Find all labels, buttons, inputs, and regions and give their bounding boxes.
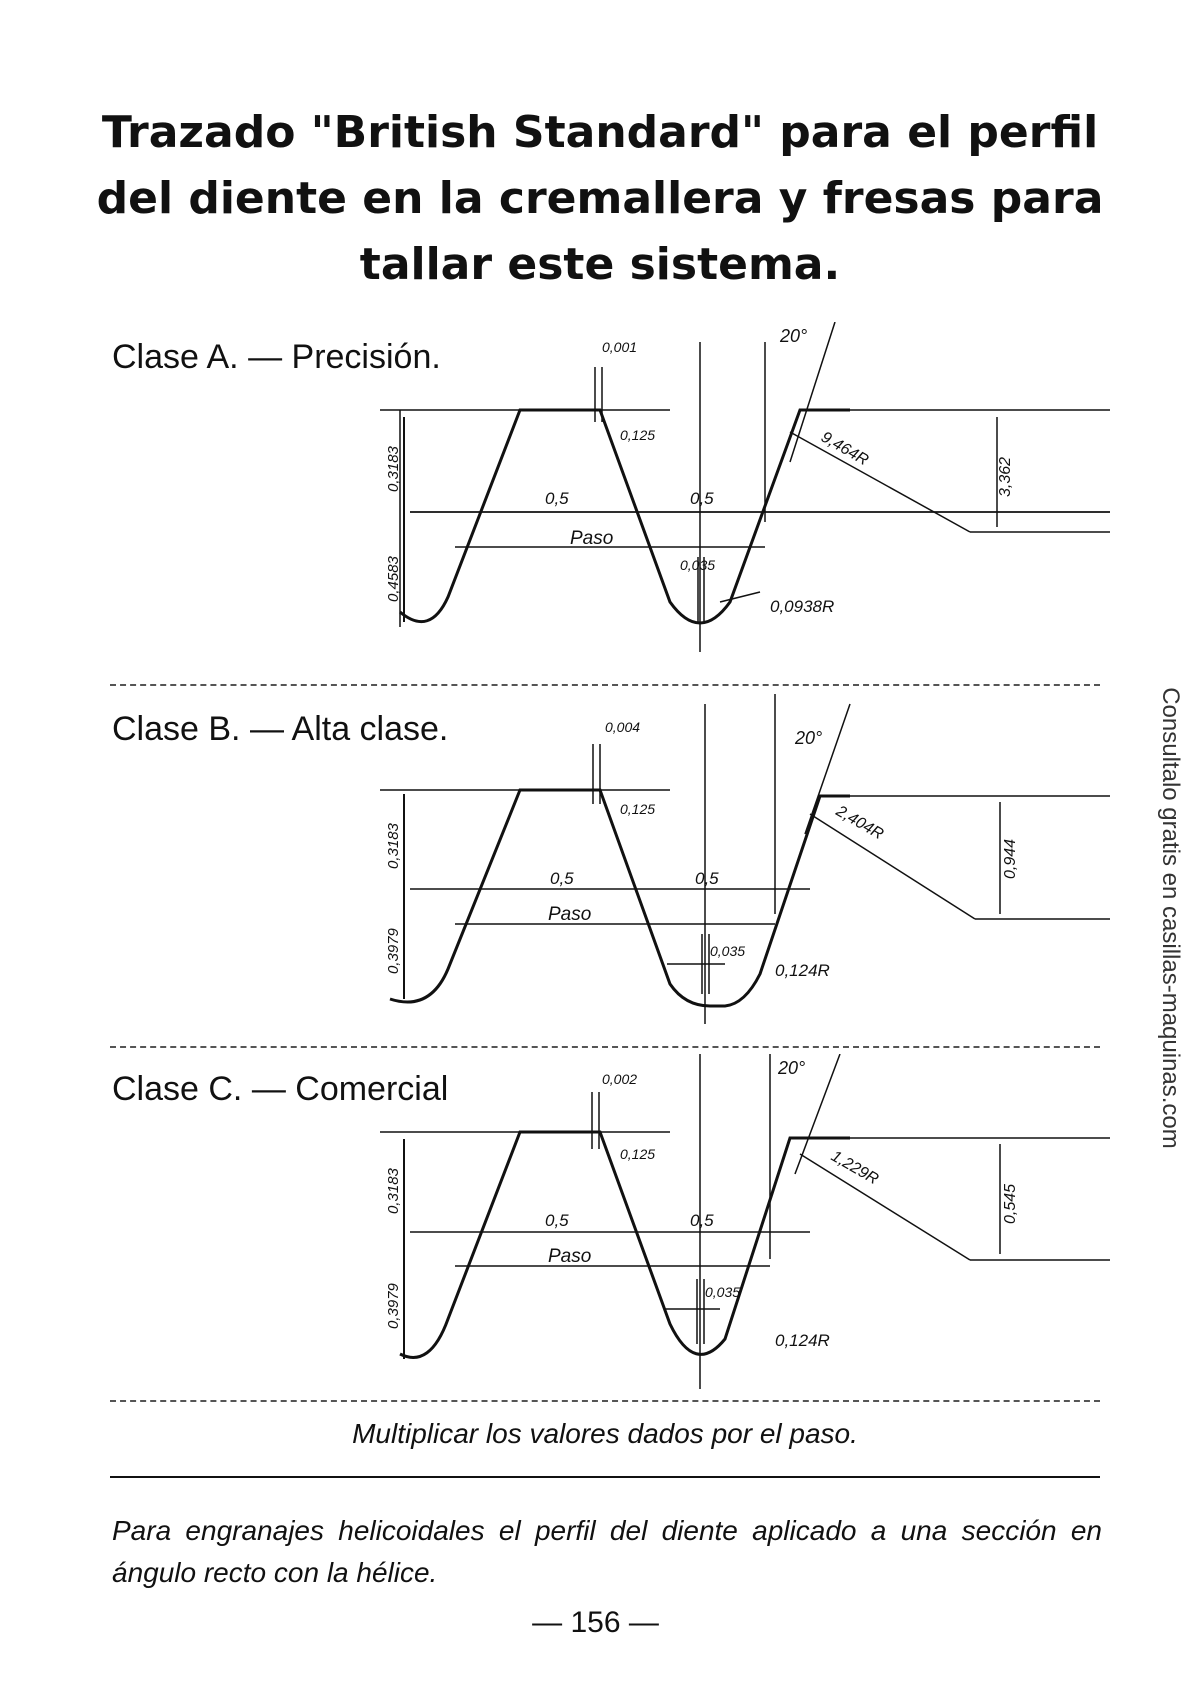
root-radius-label-b: 0,124R <box>775 961 830 980</box>
dedendum-label-b: 0,3979 <box>385 928 402 974</box>
section-heading-b: Clase B. — Alta clase. <box>112 710 449 748</box>
half-left-label-b: 0,5 <box>550 869 574 888</box>
tooth-profile-diagram-b <box>380 694 1110 1034</box>
angle-label-b: 20° <box>795 728 823 748</box>
title-line-1: Trazado "British Standard" para el perfil <box>101 107 1099 158</box>
tooth-profile-diagram-c <box>380 1054 1110 1394</box>
section-divider-a <box>110 684 1100 686</box>
flank-radius-label-c: 1,229R <box>828 1147 882 1189</box>
addendum-label-c: 0,3183 <box>385 1168 402 1214</box>
clearance-label-a: 0,001 <box>602 339 638 355</box>
page-title <box>60 100 1140 298</box>
pitch-label-b: Paso <box>548 904 592 925</box>
tooth-outline-c <box>400 1132 850 1357</box>
top-dim-label-b: 0,125 <box>620 801 656 817</box>
half-left-label-c: 0,5 <box>545 1211 569 1230</box>
flank-radius-label-a: 9,464R <box>818 428 872 470</box>
half-right-label-a: 0,5 <box>690 489 714 508</box>
bottom-width-label-c: 0,035 <box>705 1284 741 1300</box>
clearance-label-b: 0,004 <box>605 719 641 735</box>
addendum-label-b: 0,3183 <box>385 823 402 869</box>
title-line-2: del diente en la cremallera y fresas para <box>96 173 1104 224</box>
note-rule-top <box>110 1400 1100 1402</box>
bottom-width-label-b: 0,035 <box>710 943 746 959</box>
side-watermark-text: Consultalo gratis en casillas-maquinas.com <box>1157 687 1184 1149</box>
angle-label-c: 20° <box>778 1058 806 1078</box>
dimension-labels-c <box>385 1058 1019 1350</box>
top-dim-label-c: 0,125 <box>620 1146 656 1162</box>
angle-label-a: 20° <box>780 326 808 346</box>
note-rule-bottom <box>110 1476 1100 1478</box>
pitch-label-a: Paso <box>570 528 614 549</box>
dedendum-label-a: 0,4583 <box>385 556 402 602</box>
section-heading-a: Clase A. — Precisión. <box>112 338 441 376</box>
tooth-profile-diagram-a <box>380 322 1110 662</box>
flank-height-label-c: 0,545 <box>1002 1183 1019 1224</box>
addendum-label-a: 0,3183 <box>385 446 402 492</box>
flank-radius-label-b: 2,404R <box>833 802 887 844</box>
clearance-label-c: 0,002 <box>602 1071 638 1087</box>
top-dim-label-a: 0,125 <box>620 427 656 443</box>
title-line-3: tallar este sistema. <box>359 239 841 290</box>
half-left-label-a: 0,5 <box>545 489 569 508</box>
helical-gears-paragraph: Para engranajes helicoidales el perfil del diente aplicado a una sección en ángulo recto con la hélice. <box>112 1515 1102 1588</box>
bottom-width-label-a: 0,035 <box>680 557 716 573</box>
dedendum-label-c: 0,3979 <box>385 1283 402 1329</box>
flank-height-label-a: 3,362 <box>997 456 1014 497</box>
root-radius-label-c: 0,124R <box>775 1331 830 1350</box>
page-number: — 156 — <box>532 1606 659 1639</box>
half-right-label-c: 0,5 <box>690 1211 714 1230</box>
multiply-note: Multiplicar los valores dados por el paso. <box>352 1418 858 1449</box>
flank-height-label-b: 0,944 <box>1002 838 1019 879</box>
root-radius-label-a: 0,0938R <box>770 597 835 616</box>
half-right-label-b: 0,5 <box>695 869 719 888</box>
section-divider-b <box>110 1046 1100 1048</box>
pitch-label-c: Paso <box>548 1246 592 1267</box>
section-heading-c: Clase C. — Comercial <box>112 1070 449 1108</box>
side-watermark <box>1150 608 1190 1228</box>
